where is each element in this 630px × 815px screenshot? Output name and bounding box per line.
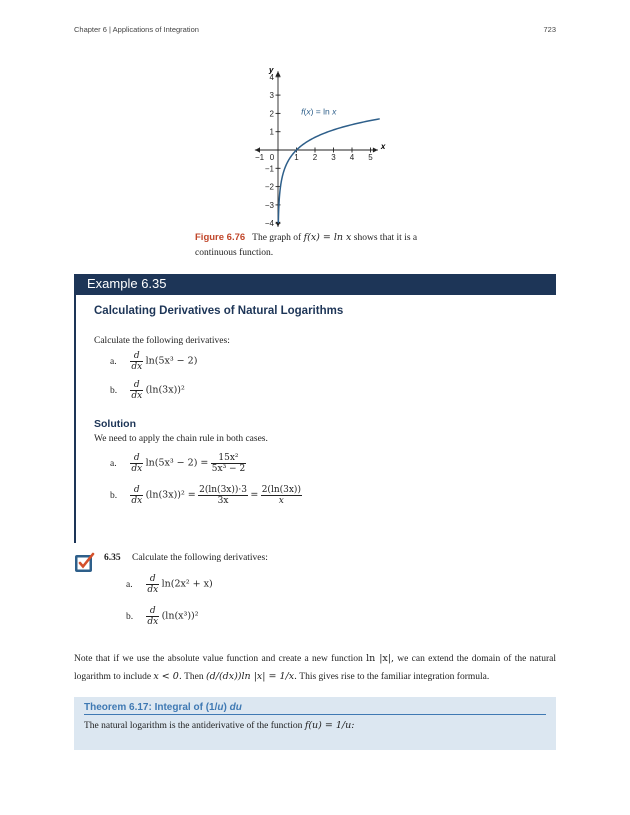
example-item-b: b. $\frac{d}{dx}$ (ln(3x))² — [110, 380, 185, 401]
checkpoint-number: 6.35 — [104, 553, 121, 563]
x-tick-label: 4 — [349, 153, 355, 162]
x-tick-label: 2 — [312, 153, 318, 162]
theorem-text: The natural logarithm is the antiderivative of the function f(u) = 1/u: — [84, 720, 355, 731]
checkpoint-icon — [74, 551, 96, 573]
example-prompt: Calculate the following derivatives: — [94, 336, 230, 346]
example-left-rule — [74, 295, 76, 543]
y-tick-label: 4 — [269, 72, 274, 82]
example-item-a: a. $\frac{d}{dx}$ ln(5x³ − 2) — [110, 351, 198, 372]
figure-caption: Figure 6.76 The graph of f(x) = ln x shows that it is a continuous function. — [195, 232, 418, 258]
x-tick-label: 5 — [368, 153, 373, 162]
y-tick-label: −2 — [264, 182, 274, 192]
y-tick-label: 2 — [269, 109, 274, 119]
example-band — [74, 274, 556, 295]
caption-math: f(x) = ln x — [303, 232, 352, 243]
y-tick-label: −3 — [264, 200, 274, 210]
checkpoint-item-b: b. $\frac{d}{dx}$ (ln(x³))² — [126, 606, 199, 627]
ln-curve — [278, 119, 379, 223]
theorem-title: Theorem 6.17: Integral of (1/u) du — [84, 702, 242, 713]
checkpoint-prompt: Calculate the following derivatives: — [132, 553, 268, 563]
ln-graph — [245, 58, 395, 228]
y-tick-label: −4 — [264, 219, 274, 228]
x-tick-label: 0 — [269, 153, 275, 162]
note-paragraph: Note that if we use the absolute value function and create a new function ln |x|, we can extend the domain of the natural logarithm to include x < 0. Then (d/(dx))ln |x| = 1/x. This gives rise to the familiar integration formula. — [74, 653, 556, 682]
solution-a: a. $\frac{d}{dx}$ ln(5x³ − 2) = $\frac{\text{15x²}}{\text{5x³ − 2}}$ — [110, 453, 246, 474]
y-tick-label: 3 — [269, 91, 274, 101]
function-label: f(x) = ln x — [301, 106, 337, 117]
x-axis-label: x — [380, 142, 386, 151]
running-header-chapter: Chapter 6 | Applications of Integration — [74, 25, 199, 34]
solution-b: b. $\frac{d}{dx}$ (ln(3x))² = $\frac{2(\ln(3x))\cdot 3}{3x}$ = $\frac{2(\ln(3x))}{x}$ — [110, 485, 301, 506]
x-tick-label: −1 — [254, 153, 265, 162]
x-tick-label: 3 — [331, 153, 336, 162]
caption-label: Figure 6.76 — [195, 232, 246, 243]
checkpoint-item-a: a. $\frac{d}{dx}$ ln(2x² + x) — [126, 574, 213, 595]
example-title: Example 6.35 — [87, 276, 167, 291]
solution-heading: Solution — [94, 418, 136, 430]
y-tick-label: −1 — [264, 164, 274, 174]
y-tick-label: 1 — [269, 127, 274, 137]
x-tick-label: 1 — [294, 153, 299, 162]
example-subtitle: Calculating Derivatives of Natural Logarithms — [94, 305, 344, 317]
theorem-title-rule — [84, 714, 546, 715]
page-number: 723 — [543, 25, 556, 34]
solution-intro: We need to apply the chain rule in both cases. — [94, 434, 268, 444]
y-axis-label: y — [269, 65, 274, 75]
